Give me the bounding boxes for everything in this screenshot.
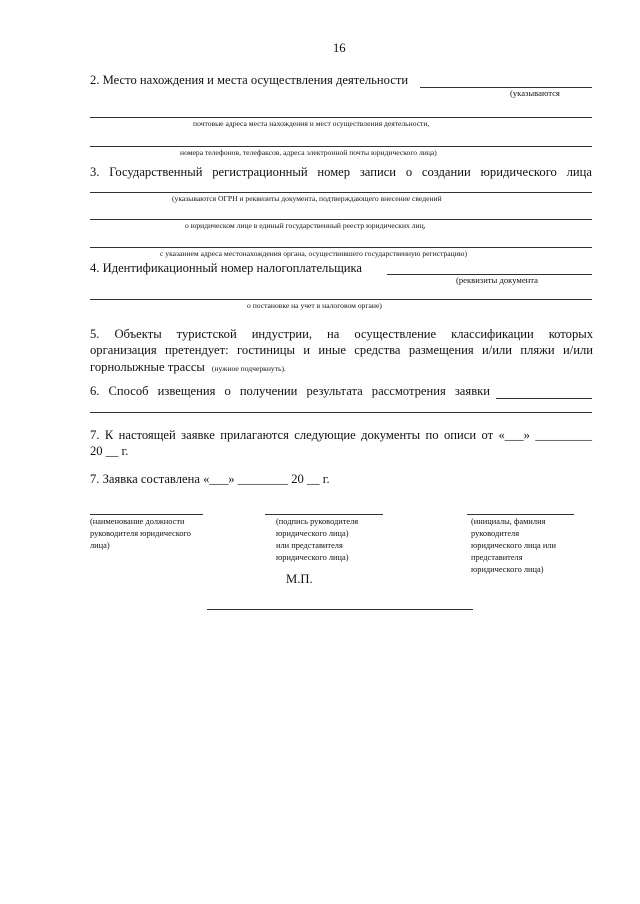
bottom-rule (207, 609, 473, 610)
section-3-line-2 (90, 219, 592, 220)
caption-line: юридического лица) (471, 565, 544, 574)
section-5-note: (нужное подчеркнуть). (211, 364, 286, 373)
caption-line: руководителя (471, 529, 520, 538)
caption-line: (подпись руководителя (276, 517, 359, 526)
signature-line-name (467, 514, 574, 515)
section-4-line-2 (90, 299, 592, 300)
section-7-attachments-line-2: 20 __ г. (90, 444, 129, 458)
section-6-label: 6. Способ извещения о получении результата рассмотрения заявки (90, 384, 490, 398)
stamp-label: М.П. (286, 572, 313, 586)
section-2-hint-3: номера телефонов, телефаксов, адреса электронной почты юридического лица) (180, 148, 437, 157)
section-2-label: 2. Место нахождения и места осуществления деятельности (90, 73, 409, 87)
section-3-hint-1: (указываются ОГРН и реквизиты документа, подтверждающего внесение сведений (172, 194, 442, 203)
section-7-date: 7. Заявка составлена «___» ________ 20 __ г. (90, 472, 330, 486)
section-2-fill-line (420, 87, 592, 88)
signature-caption-name (471, 516, 601, 576)
section-5-line-1: 5. Объекты туристской индустрии, на осуществление классификации которых (90, 327, 593, 341)
section-3-line-1 (90, 192, 592, 193)
section-4-label: 4. Идентификационный номер налогоплательщика (90, 261, 363, 275)
signature-caption-position (90, 516, 230, 552)
section-2-line-3 (90, 146, 592, 147)
section-6-fill-line (496, 398, 592, 399)
section-4-hint-1: (реквизиты документа (456, 275, 538, 285)
caption-line: представителя (471, 553, 523, 562)
section-3-label: 3. Государственный регистрационный номер записи о создании юридического лица (90, 165, 592, 179)
section-4-hint-2: о постановке на учет в налоговом органе) (247, 301, 382, 310)
caption-line: юридического лица) (276, 529, 349, 538)
signature-caption-signature (276, 516, 416, 564)
caption-line: или представителя (276, 541, 343, 550)
caption-line: (наименование должности (90, 517, 185, 526)
section-3-hint-2: о юридическом лице в единый государственный реестр юридических лиц, (185, 221, 426, 230)
section-5-line-2: организация претендует: гостиницы и иные средства размещения и/или пляжи и/или (90, 343, 593, 357)
section-5-line-3-text: горнолыжные трассы (90, 360, 205, 374)
caption-line: юридического лица или (471, 541, 556, 550)
section-6-line-2 (90, 412, 592, 413)
signature-line-position (90, 514, 203, 515)
section-2-hint-1: (указываются (510, 88, 560, 98)
section-3-hint-3: с указанием адреса местонахождения органа, осуществившего государственную регистрацию) (160, 249, 467, 258)
page-number: 16 (333, 41, 346, 55)
section-3-line-3 (90, 247, 592, 248)
section-7-attachments-line-1: 7. К настоящей заявке прилагаются следующие документы по описи от «___» _________ (90, 428, 592, 442)
section-5-line-3 (90, 358, 286, 376)
section-2-line-2 (90, 117, 592, 118)
section-2-hint-2: почтовые адреса места нахождения и мест осуществления деятельности, (193, 119, 430, 128)
caption-line: юридического лица) (276, 553, 349, 562)
caption-line: (инициалы, фамилия (471, 517, 546, 526)
caption-line: руководителя юридического (90, 529, 191, 538)
caption-line: лица) (90, 541, 110, 550)
signature-line-signature (265, 514, 383, 515)
